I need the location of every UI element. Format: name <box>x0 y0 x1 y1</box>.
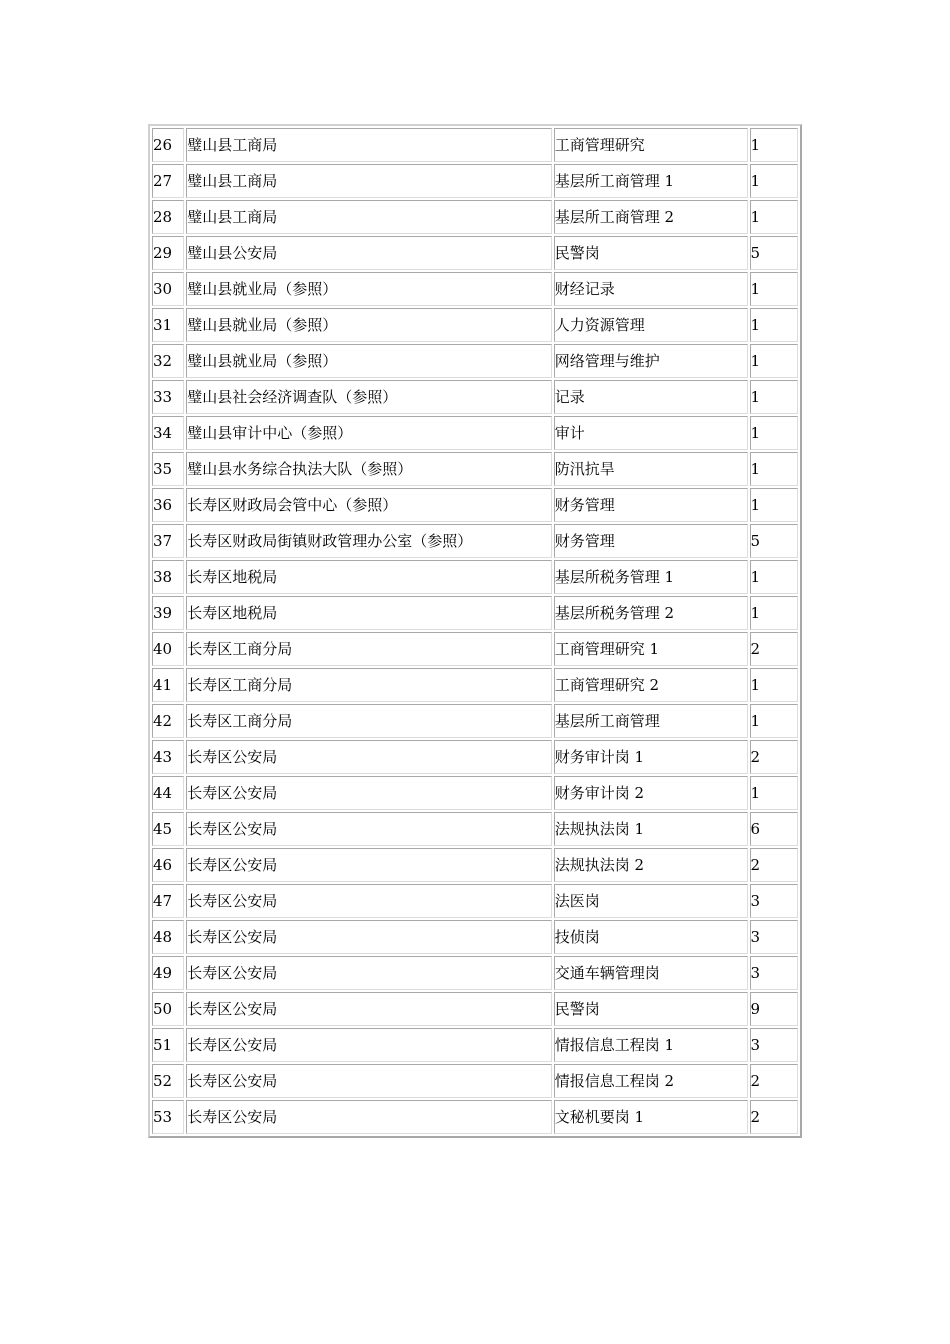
unit-name-cell: 长寿区公安局 <box>186 992 551 1026</box>
table-row <box>152 560 798 594</box>
row-number-cell: 33 <box>152 380 184 414</box>
unit-name-cell: 长寿区公安局 <box>186 956 551 990</box>
row-number-cell: 46 <box>152 848 184 882</box>
headcount-cell: 5 <box>750 524 798 558</box>
row-number-cell: 51 <box>152 1028 184 1062</box>
table-row <box>152 776 798 810</box>
row-number-cell: 52 <box>152 1064 184 1098</box>
row-number-cell: 35 <box>152 452 184 486</box>
row-number-cell: 38 <box>152 560 184 594</box>
position-cell: 基层所工商管理 2 <box>554 200 748 234</box>
table-row <box>152 740 798 774</box>
table-row <box>152 344 798 378</box>
position-cell: 情报信息工程岗 2 <box>554 1064 748 1098</box>
position-cell: 人力资源管理 <box>554 308 748 342</box>
unit-name-cell: 璧山县公安局 <box>186 236 551 270</box>
headcount-cell: 1 <box>750 128 798 162</box>
table-row <box>152 200 798 234</box>
unit-name-cell: 长寿区公安局 <box>186 884 551 918</box>
row-number-cell: 48 <box>152 920 184 954</box>
unit-name-cell: 长寿区公安局 <box>186 1028 551 1062</box>
table-row <box>152 884 798 918</box>
unit-name-cell: 长寿区地税局 <box>186 596 551 630</box>
headcount-cell: 1 <box>750 308 798 342</box>
row-number-cell: 32 <box>152 344 184 378</box>
headcount-cell: 1 <box>750 344 798 378</box>
position-cell: 法医岗 <box>554 884 748 918</box>
position-cell: 法规执法岗 1 <box>554 812 748 846</box>
headcount-cell: 1 <box>750 452 798 486</box>
unit-name-cell: 璧山县就业局（参照） <box>186 272 551 306</box>
headcount-cell: 3 <box>750 920 798 954</box>
table-row <box>152 956 798 990</box>
position-cell: 交通车辆管理岗 <box>554 956 748 990</box>
unit-name-cell: 长寿区公安局 <box>186 920 551 954</box>
headcount-cell: 2 <box>750 848 798 882</box>
headcount-cell: 2 <box>750 1100 798 1134</box>
row-number-cell: 40 <box>152 632 184 666</box>
row-number-cell: 45 <box>152 812 184 846</box>
headcount-cell: 5 <box>750 236 798 270</box>
row-number-cell: 37 <box>152 524 184 558</box>
position-cell: 基层所税务管理 2 <box>554 596 748 630</box>
headcount-cell: 1 <box>750 488 798 522</box>
position-cell: 情报信息工程岗 1 <box>554 1028 748 1062</box>
unit-name-cell: 璧山县就业局（参照） <box>186 344 551 378</box>
table-row <box>152 1064 798 1098</box>
unit-name-cell: 璧山县社会经济调查队（参照） <box>186 380 551 414</box>
unit-name-cell: 璧山县工商局 <box>186 128 551 162</box>
headcount-cell: 3 <box>750 1028 798 1062</box>
row-number-cell: 36 <box>152 488 184 522</box>
unit-name-cell: 长寿区公安局 <box>186 740 551 774</box>
headcount-cell: 1 <box>750 596 798 630</box>
headcount-cell: 1 <box>750 200 798 234</box>
table-row <box>152 920 798 954</box>
position-cell: 工商管理研究 <box>554 128 748 162</box>
table-row <box>152 416 798 450</box>
position-cell: 财务管理 <box>554 488 748 522</box>
position-cell: 技侦岗 <box>554 920 748 954</box>
table-row <box>152 380 798 414</box>
row-number-cell: 31 <box>152 308 184 342</box>
table-row <box>152 236 798 270</box>
table-row <box>152 668 798 702</box>
row-number-cell: 27 <box>152 164 184 198</box>
row-number-cell: 28 <box>152 200 184 234</box>
table-row <box>152 524 798 558</box>
table-row <box>152 704 798 738</box>
position-cell: 审计 <box>554 416 748 450</box>
positions-table <box>148 124 802 1138</box>
unit-name-cell: 长寿区公安局 <box>186 1064 551 1098</box>
headcount-cell: 2 <box>750 1064 798 1098</box>
unit-name-cell: 长寿区工商分局 <box>186 632 551 666</box>
position-cell: 工商管理研究 2 <box>554 668 748 702</box>
unit-name-cell: 璧山县工商局 <box>186 200 551 234</box>
row-number-cell: 44 <box>152 776 184 810</box>
position-cell: 财经记录 <box>554 272 748 306</box>
position-cell: 基层所税务管理 1 <box>554 560 748 594</box>
headcount-cell: 1 <box>750 776 798 810</box>
row-number-cell: 49 <box>152 956 184 990</box>
table-row <box>152 596 798 630</box>
headcount-cell: 1 <box>750 164 798 198</box>
unit-name-cell: 璧山县工商局 <box>186 164 551 198</box>
unit-name-cell: 长寿区工商分局 <box>186 668 551 702</box>
position-cell: 基层所工商管理 1 <box>554 164 748 198</box>
unit-name-cell: 长寿区公安局 <box>186 848 551 882</box>
position-cell: 财务审计岗 2 <box>554 776 748 810</box>
table-body <box>152 128 798 1134</box>
unit-name-cell: 长寿区地税局 <box>186 560 551 594</box>
headcount-cell: 6 <box>750 812 798 846</box>
row-number-cell: 39 <box>152 596 184 630</box>
row-number-cell: 53 <box>152 1100 184 1134</box>
position-cell: 防汛抗旱 <box>554 452 748 486</box>
headcount-cell: 1 <box>750 668 798 702</box>
headcount-cell: 3 <box>750 884 798 918</box>
position-cell: 基层所工商管理 <box>554 704 748 738</box>
table-row <box>152 848 798 882</box>
position-cell: 财务审计岗 1 <box>554 740 748 774</box>
table-row <box>152 1100 798 1134</box>
row-number-cell: 42 <box>152 704 184 738</box>
row-number-cell: 34 <box>152 416 184 450</box>
headcount-cell: 9 <box>750 992 798 1026</box>
table-row <box>152 128 798 162</box>
unit-name-cell: 长寿区公安局 <box>186 812 551 846</box>
table-row <box>152 1028 798 1062</box>
headcount-cell: 1 <box>750 704 798 738</box>
headcount-cell: 1 <box>750 560 798 594</box>
unit-name-cell: 长寿区财政局街镇财政管理办公室（参照） <box>186 524 551 558</box>
headcount-cell: 3 <box>750 956 798 990</box>
row-number-cell: 50 <box>152 992 184 1026</box>
headcount-cell: 1 <box>750 380 798 414</box>
unit-name-cell: 璧山县水务综合执法大队（参照） <box>186 452 551 486</box>
row-number-cell: 43 <box>152 740 184 774</box>
table-row <box>152 812 798 846</box>
table-row <box>152 992 798 1026</box>
headcount-cell: 2 <box>750 740 798 774</box>
row-number-cell: 47 <box>152 884 184 918</box>
row-number-cell: 29 <box>152 236 184 270</box>
unit-name-cell: 长寿区工商分局 <box>186 704 551 738</box>
position-cell: 记录 <box>554 380 748 414</box>
headcount-cell: 1 <box>750 416 798 450</box>
table-row <box>152 452 798 486</box>
headcount-cell: 1 <box>750 272 798 306</box>
table-row <box>152 632 798 666</box>
position-cell: 财务管理 <box>554 524 748 558</box>
row-number-cell: 41 <box>152 668 184 702</box>
unit-name-cell: 长寿区财政局会管中心（参照） <box>186 488 551 522</box>
table-row <box>152 164 798 198</box>
position-cell: 民警岗 <box>554 236 748 270</box>
unit-name-cell: 璧山县就业局（参照） <box>186 308 551 342</box>
table-row <box>152 272 798 306</box>
row-number-cell: 26 <box>152 128 184 162</box>
table-row <box>152 308 798 342</box>
position-cell: 文秘机要岗 1 <box>554 1100 748 1134</box>
headcount-cell: 2 <box>750 632 798 666</box>
row-number-cell: 30 <box>152 272 184 306</box>
position-cell: 网络管理与维护 <box>554 344 748 378</box>
unit-name-cell: 璧山县审计中心（参照） <box>186 416 551 450</box>
position-cell: 民警岗 <box>554 992 748 1026</box>
table-row <box>152 488 798 522</box>
position-cell: 法规执法岗 2 <box>554 848 748 882</box>
position-cell: 工商管理研究 1 <box>554 632 748 666</box>
unit-name-cell: 长寿区公安局 <box>186 1100 551 1134</box>
unit-name-cell: 长寿区公安局 <box>186 776 551 810</box>
